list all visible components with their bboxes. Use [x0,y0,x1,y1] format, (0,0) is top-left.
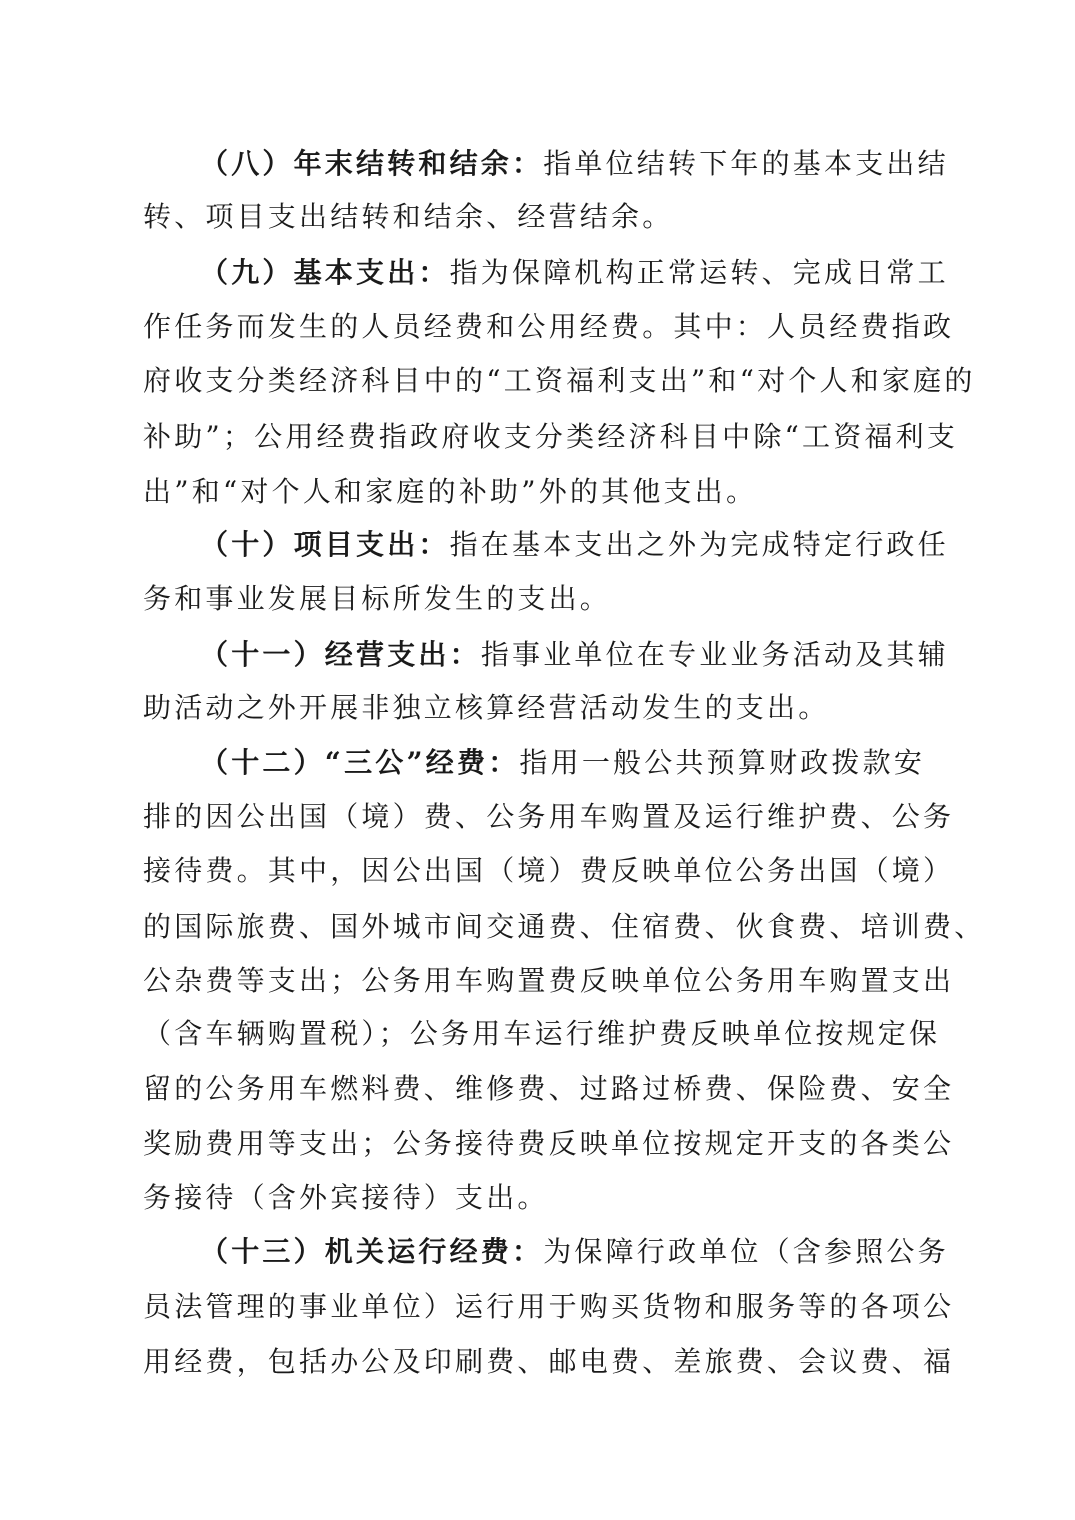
paragraph-12-line-1 [200,745,960,781]
paragraph-text: 指单位结转下年的基本支出结 [543,147,949,180]
paragraph-9-line-3: 府收支分类经济科目中的“工资福利支出”和“对个人和家庭的 [143,364,976,397]
paragraph-13-line-3: 用经费，包括办公及印刷费、邮电费、差旅费、会议费、福 [143,1345,955,1378]
paragraph-text: 指在基本支出之外为完成特定行政任 [449,528,949,561]
paragraph-8-line-2: 转、项目支出结转和结余、经营结余。 [143,200,674,233]
paragraph-12-line-8: 奖励费用等支出；公务接待费反映单位按规定开支的各类公 [143,1127,955,1160]
term-heading: （九）基本支出： [200,256,450,289]
paragraph-12-line-5: 公杂费等支出；公务用车购置费反映单位公务用车购置支出 [143,964,955,997]
term-heading: （十一）经营支出： [200,638,481,671]
term-heading: （十三）机关运行经费： [200,1235,544,1268]
term-heading: （八）年末结转和结余： [200,147,544,180]
paragraph-12-line-7: 留的公务用车燃料费、维修费、过路过桥费、保险费、安全 [143,1072,955,1105]
paragraph-11-line-2: 助活动之外开展非独立核算经营活动发生的支出。 [143,691,830,724]
paragraph-9-line-1 [200,255,960,291]
paragraph-text: 指用一般公共预算财政拨款安 [519,746,926,779]
paragraph-12-line-9: 务接待（含外宾接待）支出。 [143,1181,549,1214]
paragraph-9-line-4: 补助”；公用经费指政府收支分类经济科目中除“工资福利支 [143,420,959,453]
paragraph-10-line-1 [200,527,960,563]
paragraph-12-line-6: （含车辆购置税）；公务用车运行维护费反映单位按规定保 [143,1017,941,1050]
paragraph-11-line-1 [200,637,960,673]
paragraph-8-line-1 [200,146,960,182]
paragraph-12-line-4: 的国际旅费、国外城市间交通费、住宿费、伙食费、培训费、 [143,910,986,943]
paragraph-9-line-5: 出”和“对个人和家庭的补助”外的其他支出。 [143,475,758,508]
paragraph-text: 指事业单位在专业业务活动及其辅 [480,638,949,671]
term-heading: （十）项目支出： [200,528,450,561]
paragraph-text: 指为保障机构正常运转、完成日常工 [449,256,949,289]
paragraph-13-line-2: 员法管理的事业单位）运行用于购买货物和服务等的各项公 [143,1290,955,1323]
paragraph-12-line-3: 接待费。其中，因公出国（境）费反映单位公务出国（境） [143,854,955,887]
paragraph-9-line-2: 作任务而发生的人员经费和公用经费。其中：人员经费指政 [143,310,955,343]
term-heading: （十二）“三公”经费： [200,746,520,779]
paragraph-10-line-2: 务和事业发展目标所发生的支出。 [143,582,612,615]
paragraph-13-line-1 [200,1234,960,1270]
paragraph-12-line-2: 排的因公出国（境）费、公务用车购置及运行维护费、公务 [143,800,955,833]
paragraph-text: 为保障行政单位（含参照公务 [543,1235,949,1268]
